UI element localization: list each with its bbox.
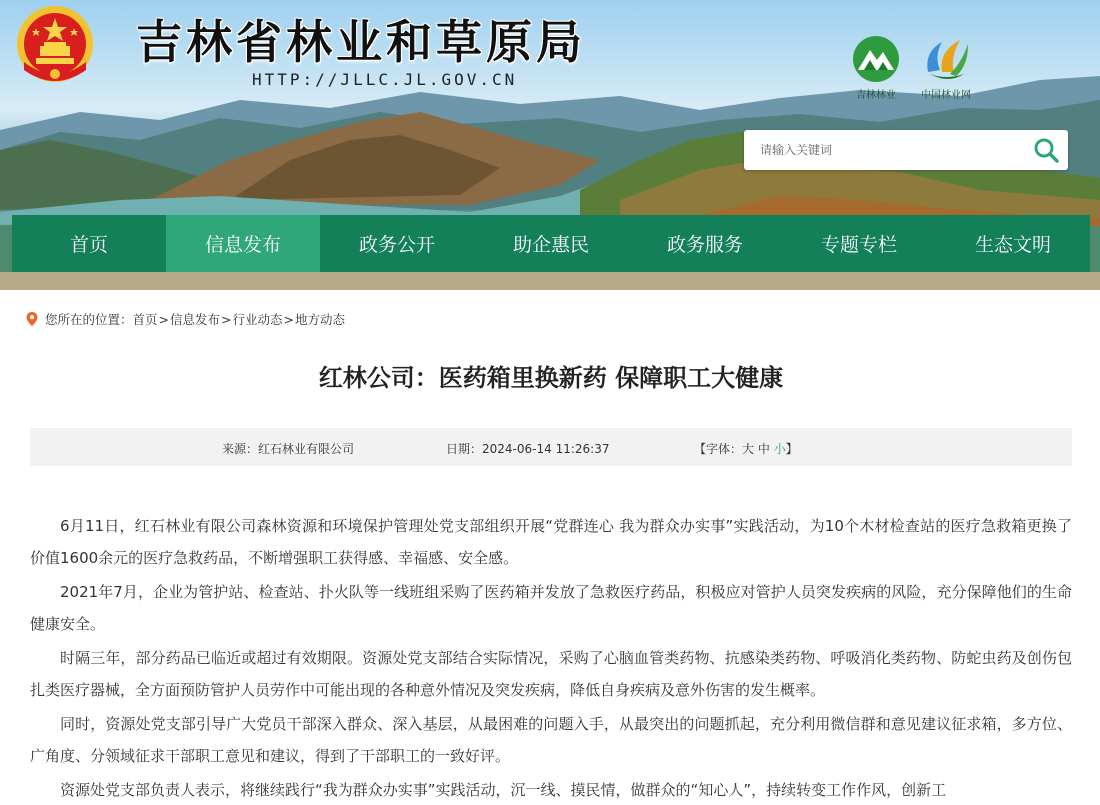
breadcrumb <box>26 310 345 328</box>
article-panel <box>12 292 1090 805</box>
article-title: 红林公司：医药箱里换新药 保障职工大健康 <box>318 364 784 392</box>
breadcrumb-prefix: 您所在的位置： <box>45 312 133 327</box>
breadcrumb-separator: > <box>158 311 170 327</box>
logo-label: 中国林业网 <box>921 90 971 101</box>
china-forestry-logo-icon <box>920 34 972 84</box>
search-icon <box>1032 136 1060 164</box>
china-forestry-logo[interactable] <box>916 34 976 101</box>
breadcrumb-separator: > <box>283 311 295 327</box>
breadcrumb-link-local-news[interactable]: 地方动态 <box>295 312 346 327</box>
font-size-medium-button[interactable]: 中 <box>757 442 770 456</box>
breadcrumb-link-info-release[interactable]: 信息发布 <box>170 312 221 327</box>
article-paragraph: 时隔三年，部分药品已临近或超过有效期限。资源处党支部结合实际情况，采购了心脑血管类药物、抗感染类药物、呼吸消化类药物、防蛇虫药及创伤包扎类医疗器械，全方面预防管护人员劳作中可能出现的各种意外情况及突发疾病，降低自身疾病及意外伤害的发生概率。 <box>30 649 1072 699</box>
article-paragraph: 6月11日，红石林业有限公司森林资源和环境保护管理处党支部组织开展“党群连心 我为群众办实事”实践活动，为10个木材检查站的医疗急救箱更换了价值1600余元的医疗急救药品，不断增强职工获得感、幸福感、安全感。 <box>30 517 1072 567</box>
jilin-forestry-logo[interactable] <box>846 34 906 101</box>
source-value: 红石林业有限公司 <box>258 442 355 456</box>
national-emblem-icon <box>12 2 98 88</box>
search-box <box>744 130 1068 170</box>
breadcrumb-separator: > <box>221 311 232 327</box>
breadcrumb-link-industry-news[interactable]: 行业动态 <box>232 312 283 327</box>
site-title: 吉林省林业和草原局 <box>136 15 586 69</box>
article-paragraph: 同时，资源处党支部引导广大党员干部深入群众、深入基层，从最困难的问题入手，从最突出的问题抓起，充分利用微信群和意见建议征求箱，多方位、广角度、分领域征求干部职工意见和建议，得到了干部职工的一致好评。 <box>30 715 1072 765</box>
nav-item-eco-civilization[interactable]: 生态文明 <box>974 234 1051 256</box>
article-paragraph: 资源处党支部负责人表示，将继续践行“我为群众办实事”实践活动，沉一线、摸民情，做群众的“知心人”，持续转变工作作风，创新工 <box>60 781 947 799</box>
logo-label: 吉林林业 <box>856 90 896 101</box>
nav-item-business-support[interactable]: 助企惠民 <box>512 234 589 256</box>
source-label: 来源： <box>222 442 259 456</box>
nav-item-special-topics[interactable]: 专题专栏 <box>820 234 897 256</box>
font-size-selector <box>694 440 798 457</box>
article-date <box>446 440 609 457</box>
jilin-forestry-logo-icon <box>850 34 902 84</box>
main-nav <box>12 215 1090 272</box>
article-source <box>222 440 354 457</box>
location-pin-icon <box>26 312 38 326</box>
article-body <box>30 510 1072 805</box>
site-url: HTTP://JLLC.JL.GOV.CN <box>252 70 518 89</box>
search-button[interactable] <box>1032 136 1060 164</box>
date-label: 日期： <box>446 442 483 456</box>
font-size-close: 】 <box>785 442 798 456</box>
nav-item-gov-services[interactable]: 政务服务 <box>666 234 743 256</box>
search-input[interactable] <box>744 130 1024 170</box>
font-size-large-button[interactable]: 大 <box>742 442 755 456</box>
date-value: 2024-06-14 11:26:37 <box>482 442 610 456</box>
article-meta-bar <box>30 428 1072 466</box>
nav-item-info-release[interactable]: 信息发布 <box>166 215 320 272</box>
nav-item-gov-affairs[interactable]: 政务公开 <box>358 234 435 256</box>
font-size-small-button[interactable]: 小 <box>773 442 786 456</box>
breadcrumb-link-home[interactable]: 首页 <box>132 312 158 327</box>
nav-item-home[interactable]: 首页 <box>69 234 108 256</box>
article-paragraph: 2021年7月，企业为管护站、检查站、扑火队等一线班组采购了医药箱并发放了急救医疗药品，积极应对管护人员突发疾病的风险，充分保障他们的生命健康安全。 <box>30 583 1072 633</box>
font-size-open: 【字体： <box>694 442 743 456</box>
